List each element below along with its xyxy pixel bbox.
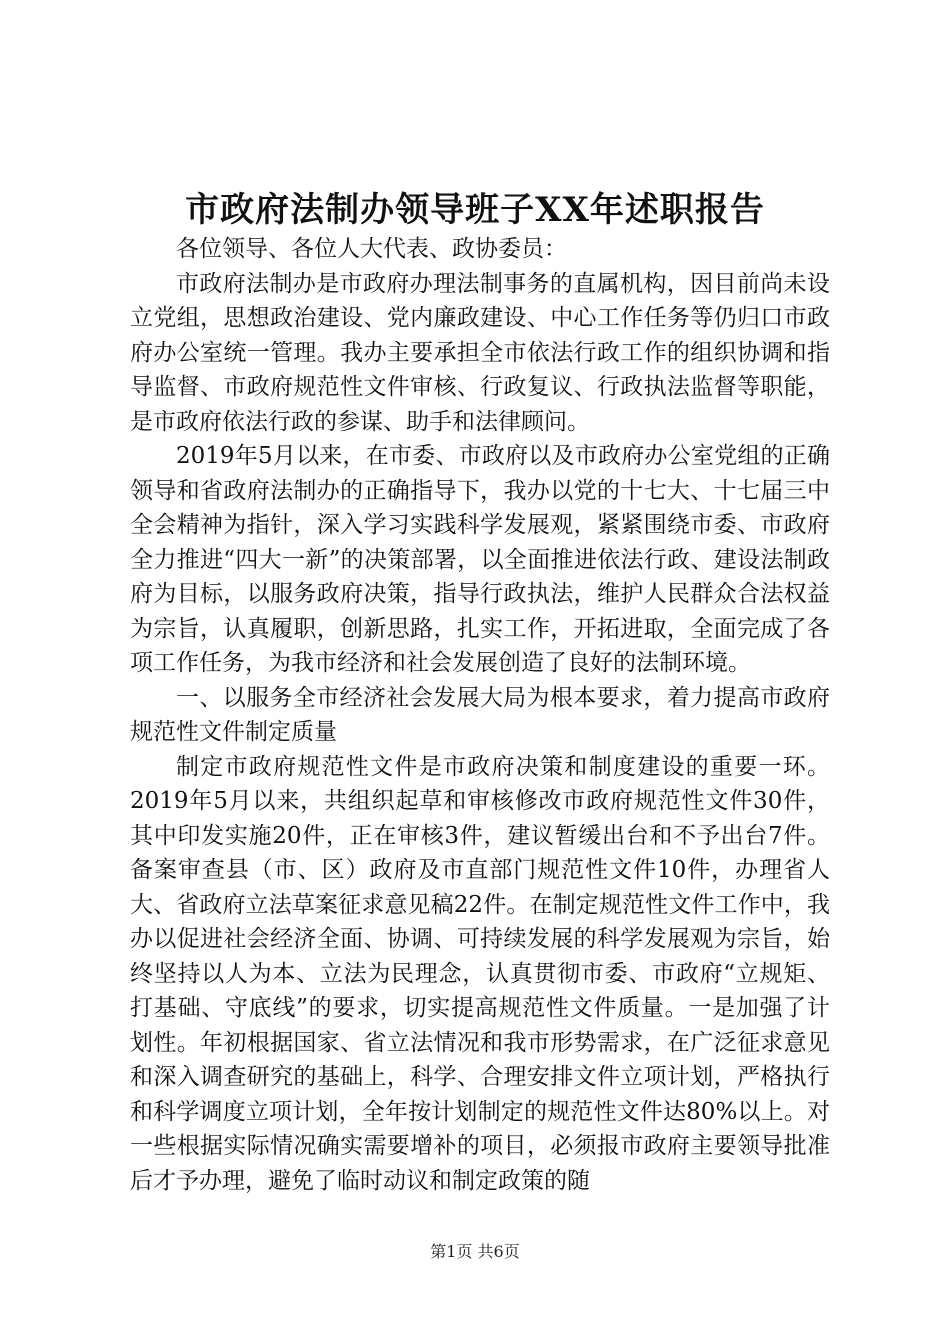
overview-paragraph: 2019年5月以来，在市委、市政府以及市政府办公室党组的正确领导和省政府法制办的正确指导下，我办以党的十七大、十七届三中全会精神为指针，深入学习实践科学发展观，紧紧围绕市委、市政府全力推进“四大一新”的决策部署，以全面推进依法行政、建设法制政府为目标，以服务政府决策，指导行政执法，维护人民群众合法权益为宗旨，认真履职，创新思路，扎实工作，开拓进取，全面完成了各项工作任务，为我市经济和社会发展创造了良好的法制环境。 xyxy=(130,443,830,676)
section-1-paragraph: 制定市政府规范性文件是市政府决策和制度建设的重要一环。2019年5月以来，共组织起草和审核修改市政府规范性文件30件，其中印发实施20件，正在审核3件，建议暂缓出台和不予出台7件。备案审查县（市、区）政府及市直部门规范性文件10件，办理省人大、省政府立法草案征求意见稿22件。在制定规范性文件工作中，我办以促进社会经济全面、协调、可持续发展的科学发展观为宗旨，始终坚持以人为本、立法为民理念，认真贯彻市委、市政府“立规矩、打基础、守底线”的要求，切实提高规范性文件质量。一是加强了计划性。年初根据国家、省立法情况和我市形势需求，在广泛征求意见和深入调查研究的基础上，科学、合理安排文件立项计划，严格执行和科学调度立项计划，全年按计划制定的规范性文件达80%以上。对一些根据实际情况确实需要增补的项目，必须报市政府主要领导批准后才予办理，避免了临时动议和制定政策的随 xyxy=(130,753,830,1194)
section-heading-1: 一、以服务全市经济社会发展大局为根本要求，着力提高市政府规范性文件制定质量 xyxy=(130,684,830,745)
document-body xyxy=(130,232,830,1198)
page-footer: 第1页 共6页 xyxy=(430,1242,520,1261)
salutation-paragraph: 各位领导、各位人大代表、政协委员： xyxy=(176,236,567,262)
intro-paragraph: 市政府法制办是市政府办理法制事务的直属机构，因目前尚未设立党组，思想政治建设、党内廉政建设、中心工作任务等仍归口市政府办公室统一管理。我办主要承担全市依法行政工作的组织协调和指导监督、市政府规范性文件审核、行政复议、行政执法监督等职能，是市政府依法行政的参谋、助手和法律顾问。 xyxy=(130,270,830,435)
document-title: 市政府法制办领导班子XX年述职报告 xyxy=(185,190,765,230)
